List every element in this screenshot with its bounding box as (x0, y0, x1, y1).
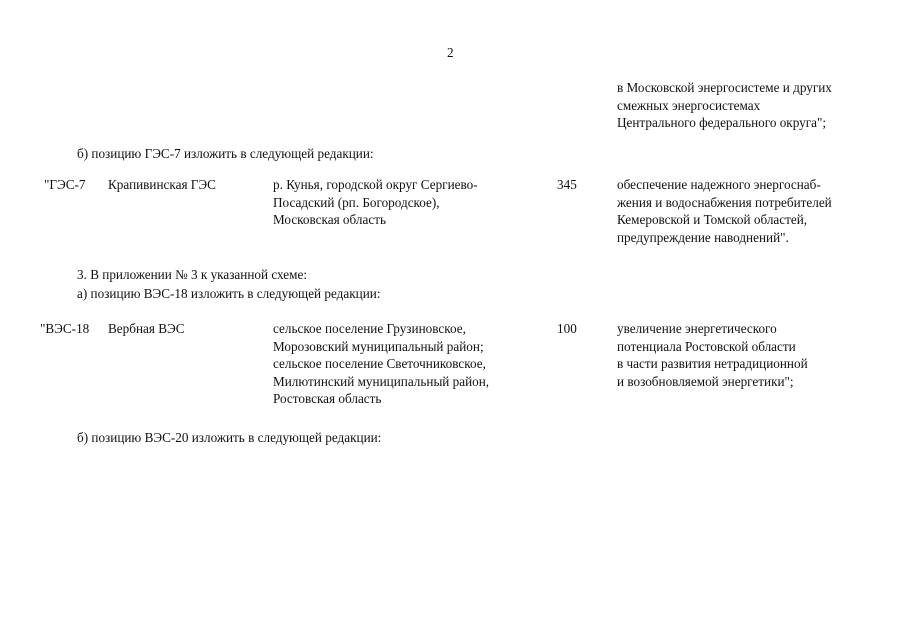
station-power: 100 (557, 321, 577, 336)
instruction-ges7: б) позицию ГЭС-7 изложить в следующей редакции: (77, 146, 374, 161)
station-location: сельское поселение Грузиновское, Морозовский муниципальный район; сельское поселение Светочниковское, Милютинский муниципальный район, Ростовская область (273, 321, 490, 406)
instruction-ves20: б) позицию ВЭС-20 изложить в следующей редакции: (77, 430, 382, 445)
item-3-heading: 3. В приложении № 3 к указанной схеме: (77, 267, 308, 282)
station-purpose: увеличение энергетического потенциала Ростовской области в части развития нетрадиционной и возобновляемой энергетики"; (617, 321, 808, 389)
station-name: Вербная ВЭС (108, 321, 185, 336)
station-location: р. Кунья, городской округ Сергиево- Посадский (рп. Богородское), Московская область (273, 177, 478, 227)
page-number: 2 (447, 45, 454, 60)
station-name: Крапивинская ГЭС (108, 177, 216, 192)
station-code: "ВЭС-18 (40, 321, 90, 336)
continuation-text: в Московской энергосистеме и других смежных энергосистемах Центрального федерального округа"; (617, 80, 832, 130)
station-code: "ГЭС-7 (44, 177, 86, 192)
station-power: 345 (557, 177, 577, 192)
instruction-ves18: а) позицию ВЭС-18 изложить в следующей редакции: (77, 286, 381, 301)
station-purpose: обеспечение надежного энергоснаб- жения и водоснабжения потребителей Кемеровской и Томской областей, предупреждение наводнений". (617, 177, 832, 245)
